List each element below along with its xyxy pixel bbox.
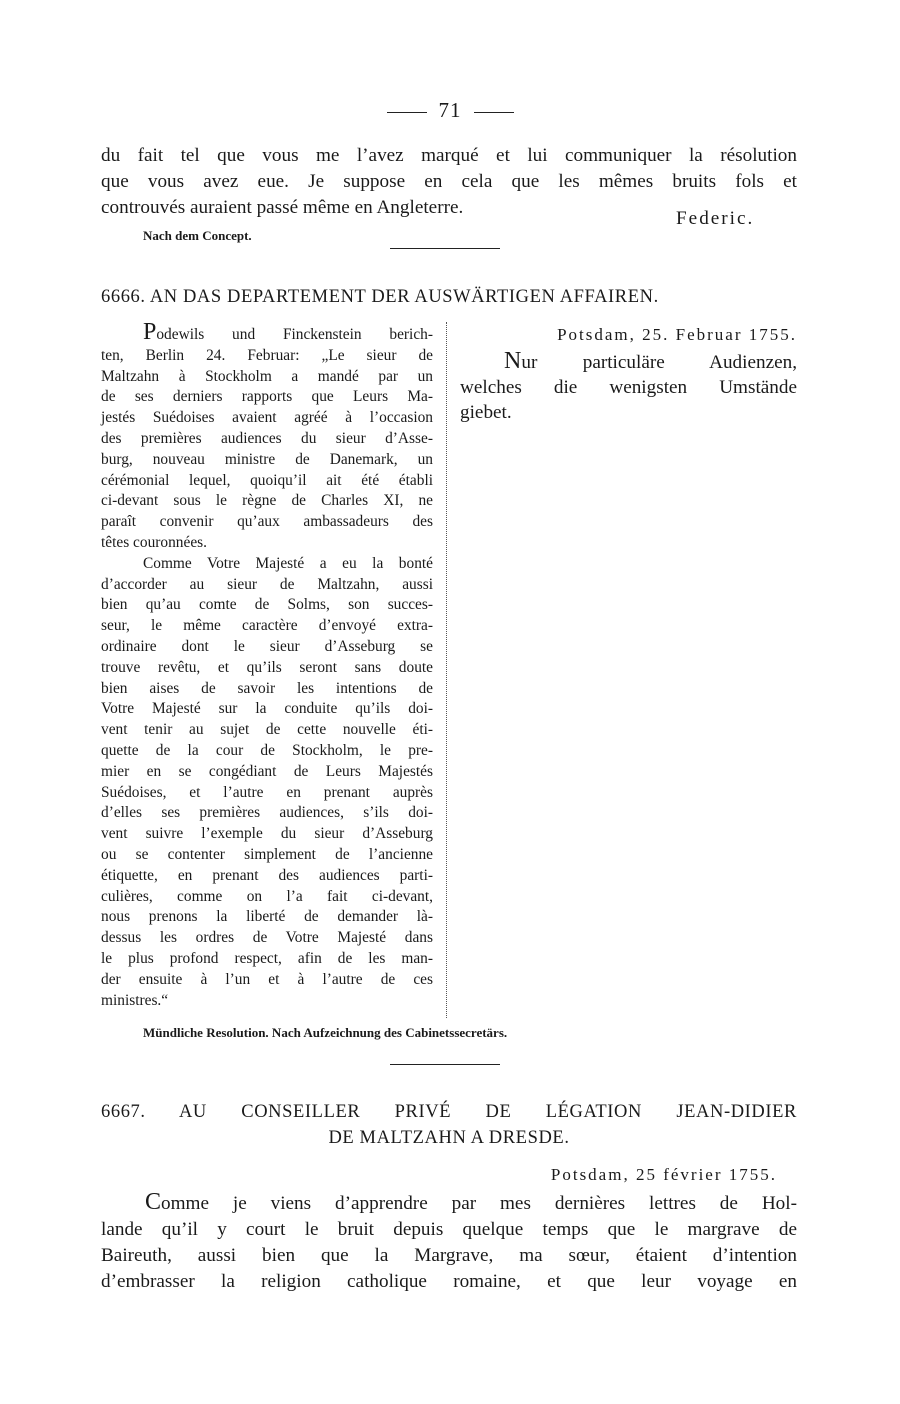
letter-paragraph [101, 1189, 797, 1295]
section-rule [390, 248, 500, 249]
signature: Federic. [676, 208, 755, 229]
text-line: nous prenons la liberté de demander là- [101, 908, 433, 926]
text-line: Nur particuläre Audienzen, [504, 348, 797, 374]
text-line: ordinaire dont le sieur d’Asseburg se [101, 637, 433, 655]
text-line: Baireuth, aussi bien que la Margrave, ma sœur, étaient d’intention [101, 1245, 797, 1266]
text-line: de ses derniers rapports que Leurs Ma- [101, 388, 433, 406]
page-number: 71 [438, 98, 462, 122]
text-line: ou se contenter simplement de l’ancienne [101, 845, 433, 863]
header-dash-right [474, 112, 514, 113]
section-heading: 6667. AU CONSEILLER PRIVÉ DE LÉGATION JEAN-DIDIER [101, 1102, 797, 1122]
text-line: d’elles ses premières audiences, s’ils doi- [101, 804, 433, 822]
text-line: mier en se congédiant de Leurs Majestés [101, 762, 433, 780]
drop-cap: P [143, 319, 157, 345]
text-line: lande qu’il y court le bruit depuis quelque temps que le margrave de [101, 1219, 797, 1240]
text-line: du fait tel que vous me l’avez marqué et lui communiquer la résolution [101, 145, 797, 166]
text-line: Suédoises, et l’autre en prenant auprès [101, 783, 433, 801]
text-line: culières, comme on l’a fait ci-devant, [101, 887, 433, 905]
text-line: ministres.“ [101, 991, 169, 1009]
resolution-column [460, 322, 797, 425]
text-line: des premières audiences du sieur d’Asse- [101, 429, 433, 447]
text-line: bien qu’au comte de Solms, son succes- [101, 596, 433, 614]
text-line: d’accorder au sieur de Maltzahn, aussi [101, 575, 433, 593]
text-line: vent tenir au sujet de cette nouvelle éti- [101, 721, 433, 739]
text-line: trouve revêtu, et qu’ils seront sans doute [101, 658, 433, 676]
header-dash-left [387, 112, 427, 113]
place-date: Potsdam, 25 février 1755. [550, 1165, 777, 1184]
text-line: burg, nouveau ministre de Danemark, un [101, 450, 433, 468]
text-line: Comme je viens d’apprendre par mes dernières lettres de Hol- [145, 1189, 797, 1215]
column-divider [446, 322, 447, 1018]
text-line: Podewils und Finckenstein berich- [143, 319, 433, 345]
source-note: Mündliche Resolution. Nach Aufzeichnung des Cabinetssecretärs. [143, 1025, 508, 1040]
text-line: que vous avez eue. Je suppose en cela que les mêmes bruits fols et [101, 171, 797, 192]
text-line: paraît convenir qu’aux ambassadeurs des [101, 513, 433, 531]
text-line: Maltzahn à Stockholm a mandé par un [101, 367, 433, 385]
page-header [0, 98, 900, 123]
text-line: Comme Votre Majesté a eu la bonté [143, 554, 433, 572]
text-line: cérémonial lequel, quoiqu’il ait été établi [101, 471, 433, 489]
text-line: le plus profond respect, afin de les man- [101, 949, 433, 967]
text-line: jestés Suédoises avaient agréé à l’occasion [101, 409, 433, 427]
text-line: têtes couronnées. [101, 533, 207, 551]
text-line: giebet. [460, 402, 512, 423]
drop-cap: N [504, 348, 522, 374]
text-line: vent suivre l’exemple du sieur d’Asseburg [101, 825, 433, 843]
text-line: d’embrasser la religion catholique romaine, et que leur voyage en [101, 1271, 797, 1292]
text-line: Votre Majesté sur la conduite qu’ils doi- [101, 700, 433, 718]
drop-cap: C [145, 1189, 162, 1215]
section-rule [390, 1064, 500, 1065]
text-line: bien aises de savoir les intentions de [101, 679, 433, 697]
section-heading-continued: DE MALTZAHN A DRESDE. [328, 1128, 570, 1148]
text-line: controuvés auraient passé même en Angleterre. [101, 197, 464, 218]
source-note: Nach dem Concept. [143, 228, 252, 243]
text-line: quette de la cour de Stockholm, le pre- [101, 741, 433, 759]
place-date: Potsdam, 25. Februar 1755. [557, 325, 797, 344]
text-line: seur, le même caractère d’envoyé extra- [101, 617, 433, 635]
text-line: étiquette, en prenant des audiences parti- [101, 866, 433, 884]
section-heading: 6666. AN DAS DEPARTEMENT DER AUSWÄRTIGEN AFFAIREN. [101, 287, 659, 307]
text-line: ten, Berlin 24. Februar: „Le sieur de [101, 346, 433, 364]
text-line: der ensuite à l’un et à l’autre de ces [101, 970, 433, 988]
text-line: dessus les ordres de Votre Majesté dans [101, 929, 433, 947]
petition-column [101, 319, 433, 1011]
text-line: welches die wenigsten Umstände [460, 377, 797, 398]
text-line: ci-devant sous le règne de Charles XI, ne [101, 492, 433, 510]
